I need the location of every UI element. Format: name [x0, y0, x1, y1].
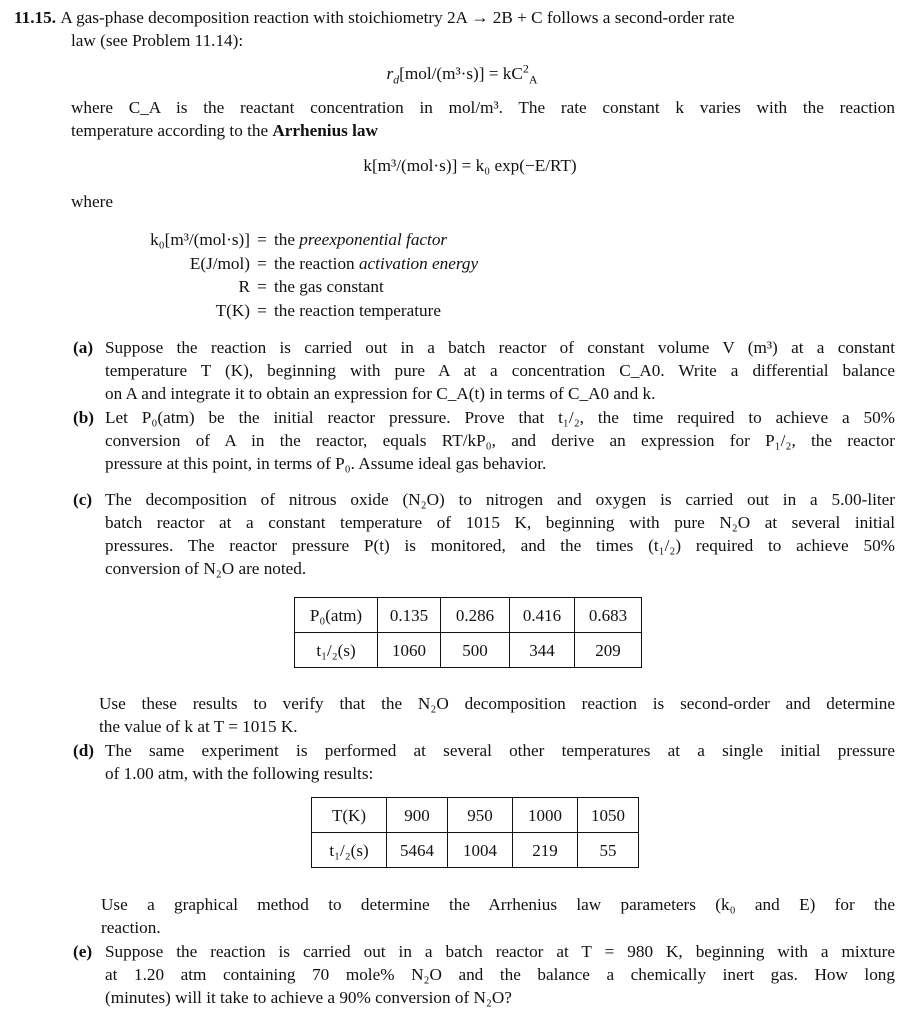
definition-italic: preexponential factor — [299, 230, 448, 249]
table-cell: 1000 — [513, 798, 578, 833]
part-e-line: Suppose the reaction is carried out in a batch reactor at T = 980 K, beginning with a mixture — [105, 942, 895, 961]
definition-term: R — [238, 277, 250, 296]
definition-term: T(K) — [215, 300, 250, 320]
table-cell: 219 — [513, 833, 578, 868]
table-cell: 950 — [448, 798, 513, 833]
rate-law-equation — [0, 62, 924, 85]
part-b-line: conversion of A in the reactor, equals RT/kP₀, and derive an expression for P₁/₂, the reactor — [105, 431, 895, 450]
part-e-line: (minutes) will it take to achieve a 90% conversion of N₂O? — [105, 988, 512, 1007]
part-b — [73, 406, 895, 475]
definition-text: the gas constant — [274, 277, 384, 296]
where-label: where — [71, 192, 113, 211]
equals-sign: = — [257, 253, 267, 273]
definition-row — [100, 252, 478, 276]
ca-line-2-text: temperature according to the — [71, 121, 269, 140]
part-a-line: Suppose the reaction is carried out in a batch reactor of constant volume V (m³) at a constant — [105, 338, 895, 357]
definitions-list — [100, 228, 478, 322]
part-c-line: batch reactor at a constant temperature of 1015 K, beginning with pure N₂O at several initial — [105, 513, 895, 532]
equals-sign: = — [257, 230, 267, 249]
part-d-line: of 1.00 atm, with the following results: — [105, 764, 374, 783]
part-a-label: (a) — [73, 338, 94, 357]
part-d-followup-line: Use a graphical method to determine the Arrhenius law parameters (k₀ and E) for the — [101, 895, 895, 914]
temperature-halflife-table — [311, 797, 639, 868]
arrhenius-equation: k[m³/(mol·s)] = k₀ exp(−E/RT) — [363, 156, 577, 175]
table-row — [295, 633, 642, 668]
table-header-cell: t₁/₂(s) — [312, 833, 387, 868]
table-cell: 55 — [578, 833, 639, 868]
definition-row — [100, 299, 478, 323]
part-e-line: at 1.20 atm containing 70 mole% N₂O and the balance a chemically inert gas. How long — [105, 965, 895, 984]
part-c-followup — [99, 692, 895, 738]
problem-intro — [14, 6, 894, 52]
rate-law-species: A — [528, 72, 538, 87]
definition-term: k₀[m³/(mol·s)] — [150, 230, 250, 249]
table-cell: 0.416 — [510, 598, 575, 633]
definition-italic: activation energy — [358, 253, 479, 273]
table-cell: 344 — [510, 633, 575, 668]
definition-row — [100, 228, 478, 252]
part-d-followup — [101, 893, 895, 939]
rate-subscript: d — [393, 72, 400, 87]
rate-symbol: r — [386, 64, 394, 83]
table-cell: 900 — [387, 798, 448, 833]
part-c — [73, 488, 895, 580]
intro-text-1: A gas-phase decomposition reaction with stoichiometry 2A → 2B + C follows a second-order rate — [60, 8, 735, 27]
table-cell: 0.683 — [575, 598, 642, 633]
table-cell: 209 — [575, 633, 642, 668]
intro-line-2: law (see Problem 11.14): — [71, 31, 244, 50]
part-c-line: The decomposition of nitrous oxide (N₂O) to nitrogen and oxygen is carried out in a 5.00-liter — [105, 490, 895, 509]
rate-law-exponent: 2 — [522, 61, 529, 76]
table-row — [312, 798, 639, 833]
part-e-label: (e) — [73, 942, 93, 961]
table-cell: 500 — [441, 633, 510, 668]
rate-law-rhs: [mol/(m³·s)] = kC — [399, 64, 523, 83]
part-d-label: (d) — [73, 741, 95, 760]
ca-line-1: where C_A is the reactant concentration in mol/m³. The rate constant k varies with the reaction — [71, 98, 895, 117]
table-row — [312, 833, 639, 868]
problem-number: 11.15. — [14, 8, 57, 27]
definition-text: the reaction temperature — [274, 300, 442, 320]
pressure-halflife-table — [294, 597, 642, 668]
definition-text: the — [274, 230, 295, 249]
part-d-line: The same experiment is performed at several other temperatures at a single initial pressure — [105, 741, 895, 760]
table-header-cell: P₀(atm) — [295, 598, 378, 633]
intro-line-1 — [14, 6, 894, 29]
table-header-cell: T(K) — [312, 798, 387, 833]
part-d-followup-line: reaction. — [101, 918, 161, 937]
definition-text: the reaction — [274, 253, 355, 273]
part-b-label: (b) — [73, 408, 95, 427]
part-a — [73, 336, 895, 405]
part-c-line: conversion of N₂O are noted. — [105, 559, 307, 578]
part-e — [73, 940, 895, 1009]
arrhenius-law-term: Arrhenius law — [272, 121, 378, 140]
table-row — [295, 598, 642, 633]
equals-sign: = — [257, 277, 267, 296]
part-c-followup-line: the value of k at T = 1015 K. — [99, 717, 298, 736]
part-b-line: pressure at this point, in terms of P₀. Assume ideal gas behavior. — [105, 454, 547, 473]
part-c-label: (c) — [73, 490, 93, 509]
table-cell: 1004 — [448, 833, 513, 868]
part-a-line: temperature T (K), beginning with pure A at a concentration C_A0. Write a differential balance — [105, 361, 895, 380]
ca-line-2 — [71, 119, 895, 142]
ca-definition — [71, 96, 895, 142]
definition-term: E(J/mol) — [189, 253, 250, 273]
part-d — [73, 739, 895, 785]
part-a-line: on A and integrate it to obtain an expression for C_A(t) in terms of C_A0 and k. — [105, 384, 656, 403]
table-cell: 1060 — [378, 633, 441, 668]
part-b-line: Let P₀(atm) be the initial reactor pressure. Prove that t₁/₂, the time required to achieve a 50% — [105, 408, 895, 427]
part-c-followup-line: Use these results to verify that the N₂O decomposition reaction is second-order and determine — [99, 694, 895, 713]
table-cell: 0.135 — [378, 598, 441, 633]
table-cell: 5464 — [387, 833, 448, 868]
table-cell: 1050 — [578, 798, 639, 833]
table-header-cell: t₁/₂(s) — [295, 633, 378, 668]
equals-sign: = — [257, 300, 267, 320]
definition-row — [100, 275, 478, 299]
part-c-line: pressures. The reactor pressure P(t) is monitored, and the times (t₁/₂) required to achieve 50% — [105, 536, 895, 555]
table-cell: 0.286 — [441, 598, 510, 633]
